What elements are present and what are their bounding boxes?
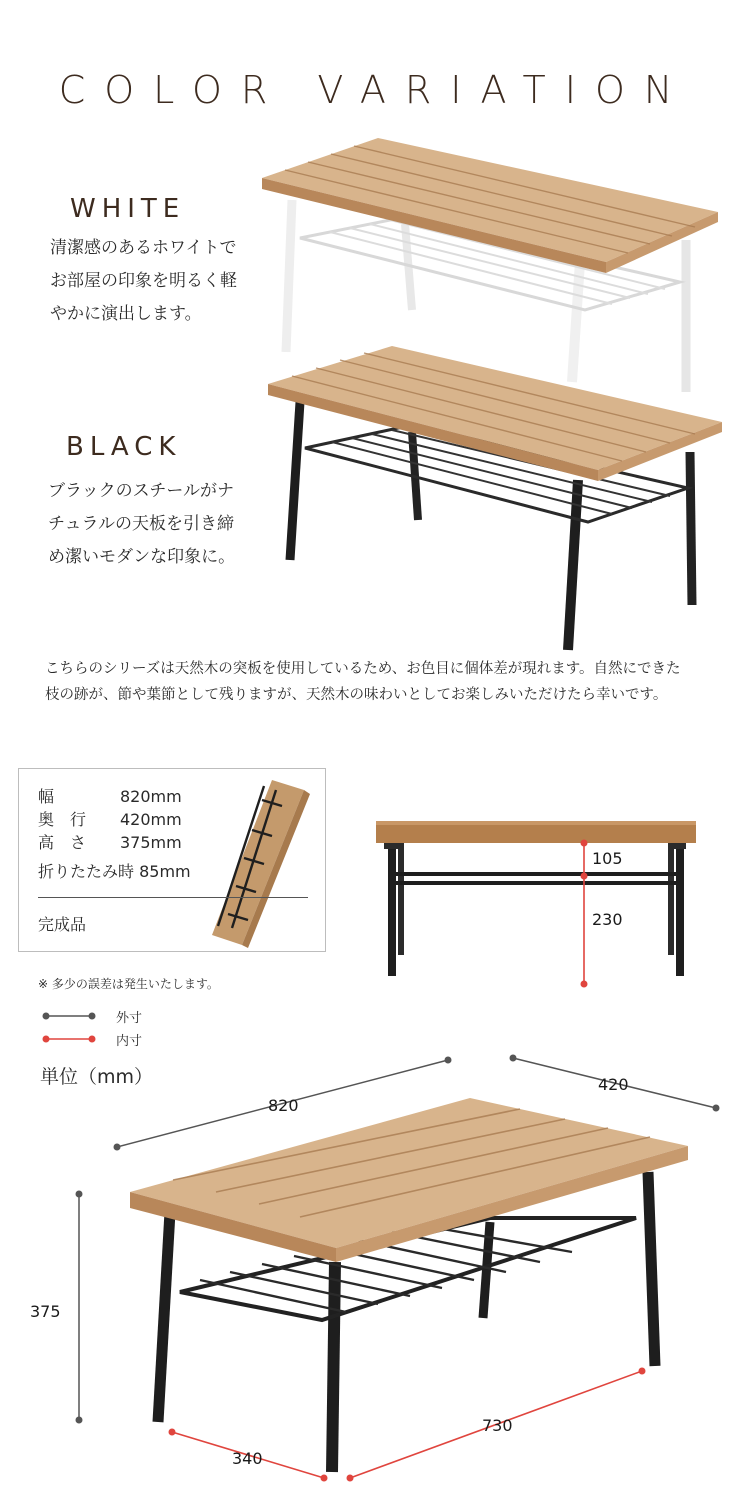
unit-label: 単位（mm） — [40, 1066, 154, 1088]
white-table-image — [262, 138, 718, 392]
spec-assembled: 完成品 — [38, 915, 87, 934]
spec-label: 幅 — [38, 787, 87, 806]
page-title: COLOR VARIATION — [58, 68, 692, 112]
legend-inner-label: 内寸 — [116, 1034, 143, 1049]
front-view-table-image — [376, 821, 696, 976]
dim-inner-width: 730 — [482, 1416, 513, 1435]
desc-line: チュラルの天板を引き締 — [48, 514, 234, 534]
spec-value: 420mm — [120, 810, 182, 829]
variant-name-white: WHITE — [70, 194, 186, 224]
desc-line: やかに演出します。 — [50, 304, 202, 324]
spec-row-depth — [38, 809, 182, 830]
spec-value: 820mm — [120, 787, 182, 806]
desc-line: ブラックのスチールがナ — [48, 481, 234, 501]
spec-folded: 折りたたみ時 85mm — [38, 862, 191, 881]
dim-shelf-gap: 105 — [592, 849, 623, 868]
legend-outer-label: 外寸 — [116, 1011, 143, 1026]
variant-name-black: BLACK — [66, 432, 182, 462]
spec-label: 高 さ — [38, 833, 87, 852]
black-table-image — [268, 346, 722, 650]
spec-divider — [38, 897, 308, 898]
dim-inner-depth: 340 — [232, 1449, 263, 1468]
desc-line: め潔いモダンな印象に。 — [48, 547, 236, 567]
spec-row-width — [38, 786, 182, 807]
note-line: こちらのシリーズは天然木の突板を使用しているため、お色目に個体差が現れます。自然にできた — [45, 661, 681, 677]
disclaimer-text: ※ 多少の誤差は発生いたします。 — [38, 977, 219, 991]
desc-line: お部屋の印象を明るく軽 — [50, 271, 237, 291]
dim-shelf-height: 230 — [592, 910, 623, 929]
desc-line: 清潔感のあるホワイトで — [50, 238, 237, 258]
note-line: 枝の跡が、節や葉節として残りますが、天然木の味わいとしてお楽しみいただけたら幸いです。 — [45, 687, 668, 703]
legend-markers — [43, 1013, 96, 1043]
wood-note — [45, 656, 725, 708]
spec-label: 奥 行 — [38, 810, 87, 829]
dim-height: 375 — [30, 1302, 61, 1321]
dim-depth: 420 — [598, 1075, 629, 1094]
front-view-dim-lines — [581, 840, 588, 988]
dimension-table-image — [130, 1098, 688, 1472]
spec-value: 375mm — [120, 833, 182, 852]
spec-row-height — [38, 832, 182, 853]
dim-width: 820 — [268, 1096, 299, 1115]
